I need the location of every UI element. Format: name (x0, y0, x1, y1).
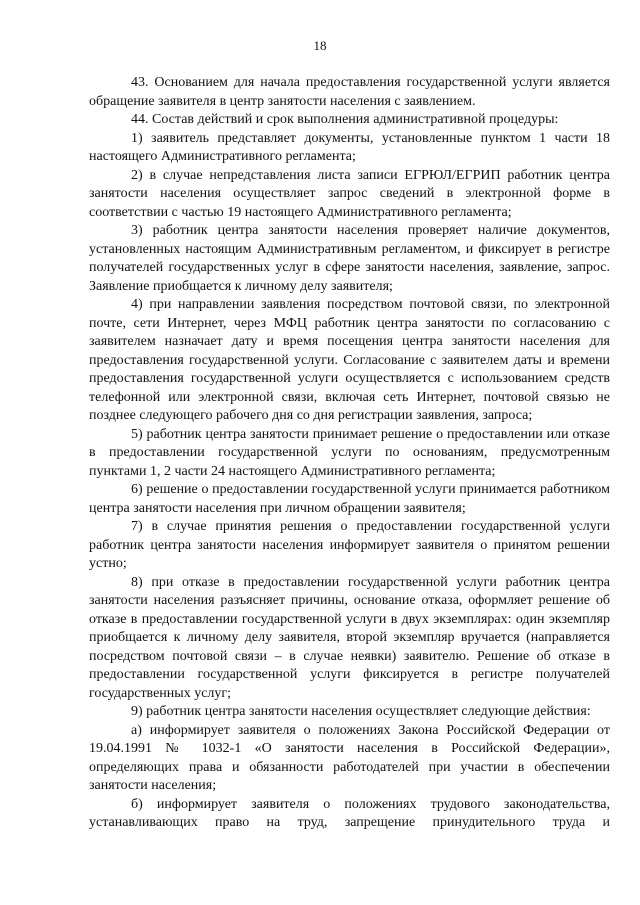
paragraph-44: 44. Состав действий и срок выполнения административной процедуры: (131, 112, 559, 127)
sub-item-a: а) информирует заявителя о положениях Закона Российской Федерации от 19.04.1991 № 1032-1 «О занятости населения в Российской Федерации», определяющих права и обязанности работодателей при участии в обеспечении занятости населения; (89, 722, 610, 793)
page-number: 18 (313, 38, 327, 53)
paragraph-43: 43. Основанием для начала предоставления государственной услуги является обращение заявителя в центр занятости населения с заявлением. (89, 75, 610, 109)
list-item-3: 3) работник центра занятости населения проверяет наличие документов, установленных настоящим Административным регламентом, и фиксирует в регистре получателей государственных услуг в сфере занятости населения, заявление, запрос. Заявление приобщается к личному делу заявителя; (89, 223, 610, 294)
list-item-7: 7) в случае принятия решения о предоставлении государственной услуги работник центра занятости населения информирует заявителя о принятом решении устно; (89, 519, 610, 571)
list-item-2: 2) в случае непредставления листа записи ЕГРЮЛ/ЕГРИП работник центра занятости населения осуществляет запрос сведений в электронной форме в соответствии с частью 19 настоящего Административного регламента; (89, 167, 610, 220)
sub-item-b: б) информирует заявителя о положениях трудового законодательства, устанавливающих право на труд, запрещение принудительного труда и (89, 796, 610, 830)
list-item-1: 1) заявитель представляет документы, установленные пунктом 1 части 18 настоящего Административного регламента; (89, 130, 610, 164)
document-body (89, 74, 610, 833)
list-item-6: 6) решение о предоставлении государственной услуги принимается работником центра занятости населения при личном обращении заявителя; (89, 482, 610, 516)
list-item-4: 4) при направлении заявления посредством почтовой связи, по электронной почте, сети Интернет, через МФЦ работник центра занятости по согласованию с заявителем назначает дату и время посещения центра занятости населения для предоставления государственной услуги. Согласование с заявителем даты и времени предоставления государственной услуги осуществляется с использованием средств телефонной или электронной связи, включая сеть Интернет, почтовой связью не позднее следующего рабочего дня со дня регистрации заявления, запроса; (89, 297, 610, 423)
list-item-8: 8) при отказе в предоставлении государственной услуги работник центра занятости населения разъясняет причины, основание отказа, оформляет решение об отказе в предоставлении государственной услуги в двух экземплярах: один экземпляр приобщается к личному делу заявителя, второй экземпляр вручается (направляется посредством почтовой связи – в случае неявки) заявителю. Решение об отказе в предоставлении государственной услуги фиксируется в регистре получателей государственных услуг; (89, 574, 610, 701)
list-item-5: 5) работник центра занятости принимает решение о предоставлении или отказе в предоставлении государственной услуги по основаниям, предусмотренным пунктами 1, 2 части 24 настоящего Административного регламента; (89, 426, 610, 479)
list-item-9: 9) работник центра занятости населения осуществляет следующие действия: (131, 704, 591, 719)
